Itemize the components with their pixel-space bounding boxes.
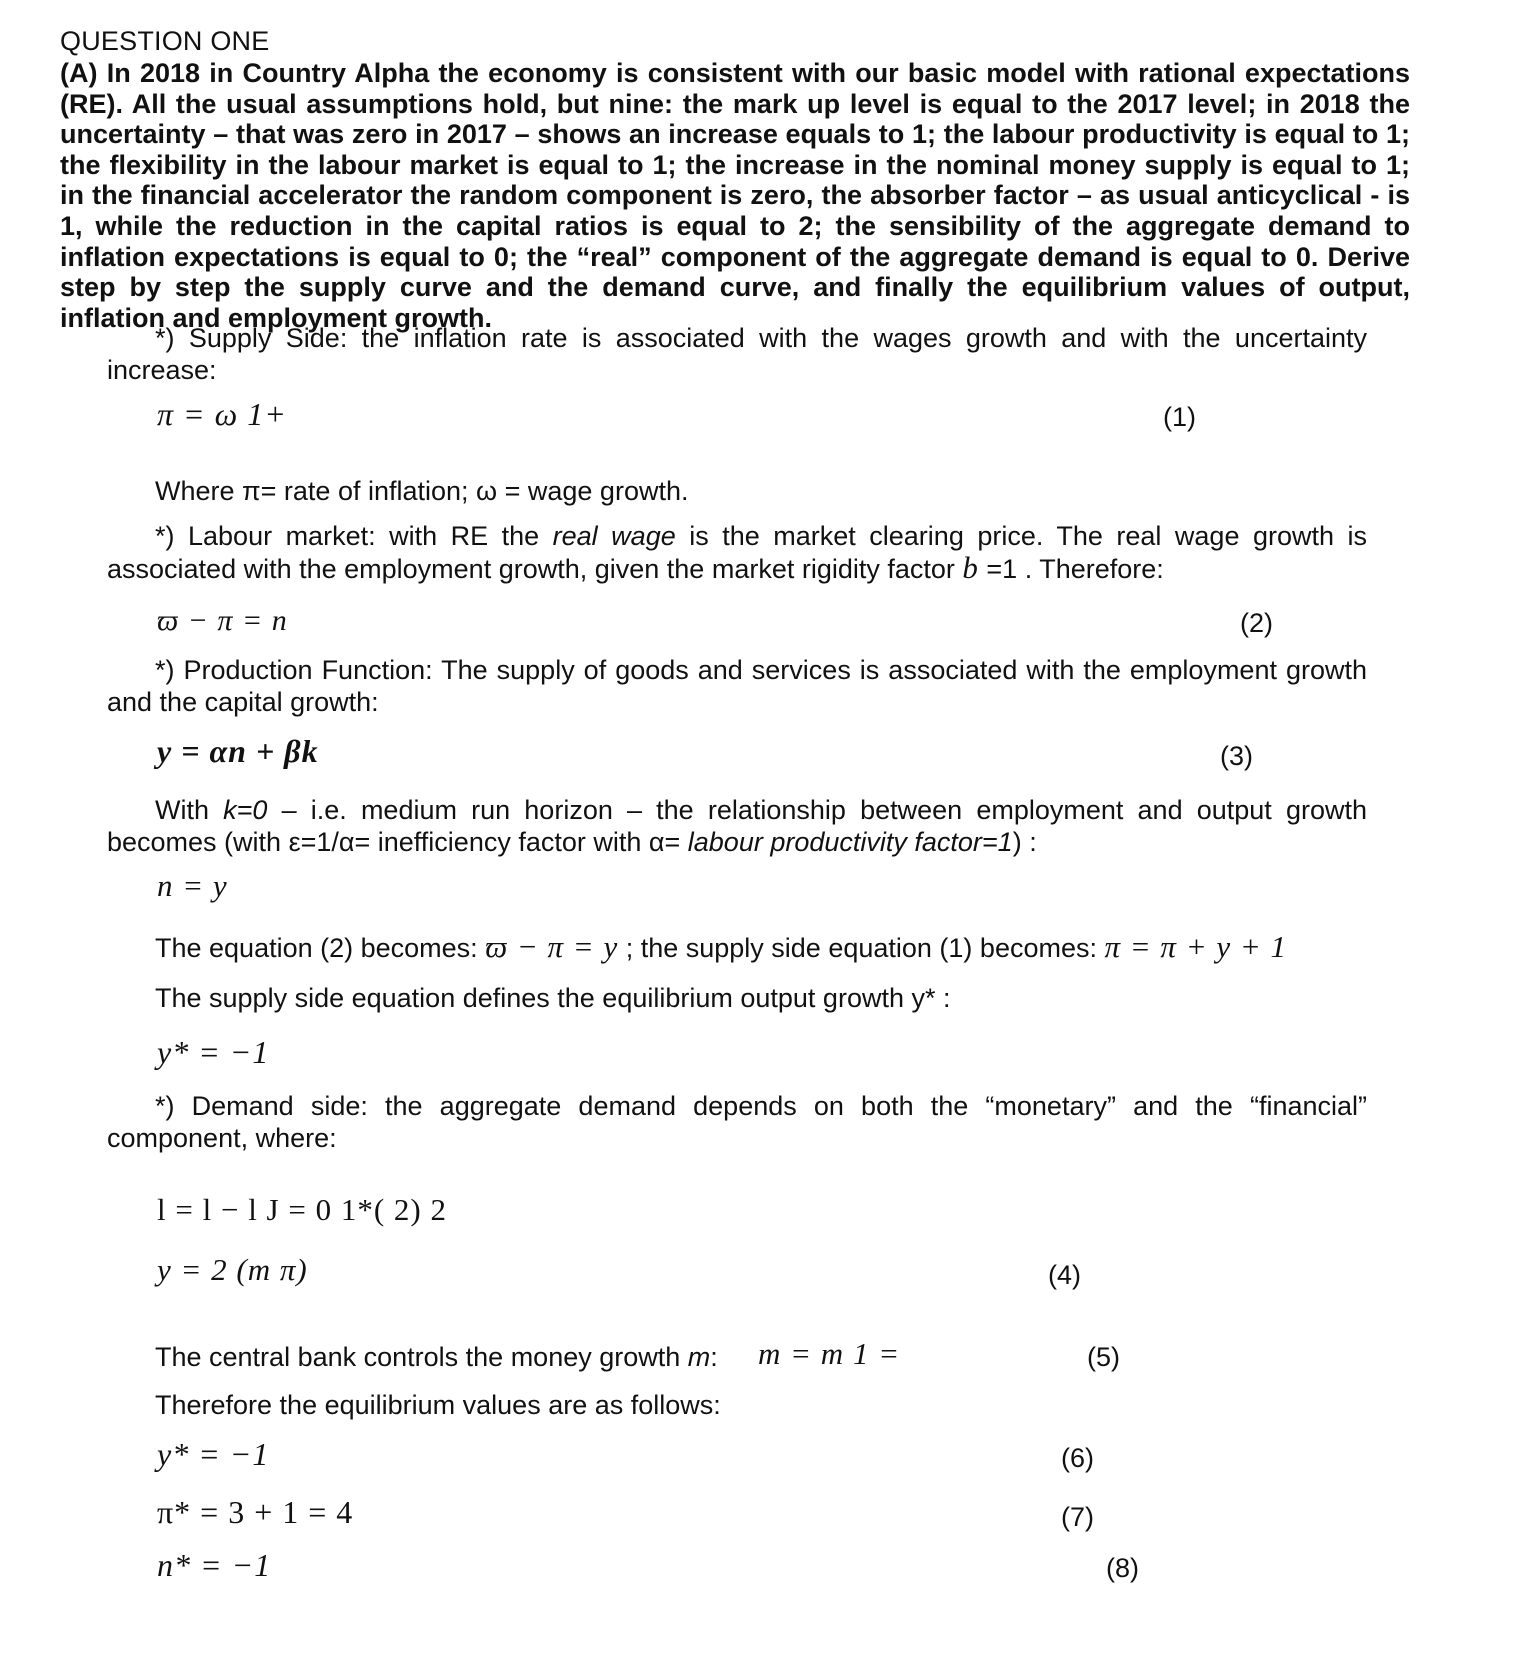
central-text-b: :	[710, 1342, 718, 1372]
equation-number-8: (8)	[1106, 1553, 1139, 1583]
becomes-text-b: ; the supply side equation (1) becomes:	[618, 933, 1105, 963]
equation-number-3: (3)	[1220, 741, 1253, 771]
labour-b-symbol: b	[962, 550, 979, 585]
medium-run-paragraph	[107, 794, 1367, 858]
supply-where-text: Where π= rate of inflation; ω = wage growth.	[155, 476, 689, 506]
equation-y-star-supply: y* = −1	[157, 1034, 270, 1070]
kzero-text-a: With	[155, 795, 224, 825]
question-title: QUESTION ONE	[60, 26, 270, 56]
equation-number-6: (6)	[1061, 1443, 1094, 1473]
kzero-text-b: – i.e. medium run horizon – the relationship between employment and output growth becomes (with ε=1/α= inefficiency factor with α=	[107, 795, 1367, 857]
equation-number-5: (5)	[1087, 1342, 1120, 1372]
labour-text-c: =1 . Therefore:	[978, 554, 1164, 584]
labour-text-b: is the market clearing price. The real wage growth is associated with the employment growth, given the market rigidity factor	[107, 521, 1367, 584]
equation-becomes-line	[155, 929, 1287, 965]
becomes-equation-a: ϖ − π = y	[485, 929, 619, 964]
central-bank-text	[155, 1342, 718, 1373]
kzero-k-value: k=0	[223, 795, 268, 825]
becomes-text-a: The equation (2) becomes:	[155, 933, 486, 963]
equation-n-equals-y: n = y	[157, 868, 228, 903]
equation-4: y = 2 (m π)	[157, 1252, 308, 1287]
equation-7: π* = 3 + 1 = 4	[157, 1494, 354, 1530]
equation-financial-component: l = l − l J = 0 1*( 2) 2	[157, 1192, 447, 1227]
equation-number-7: (7)	[1061, 1502, 1094, 1532]
kzero-productivity-factor: labour productivity factor=1	[687, 827, 1013, 857]
equation-number-2: (2)	[1240, 608, 1273, 638]
equation-5: m = m 1 =	[758, 1336, 901, 1371]
labour-real-wage: real wage	[552, 521, 676, 551]
question-statement: (A) In 2018 in Country Alpha the economy is consistent with our basic model with rational expectations (RE). All the usual assumptions hold, but nine: the mark up level is equal to the 2017 level; in 2018 the uncertainty – that was zero in 2017 – shows an increase equals to 1; the labour productivity is equal to 1; the flexibility in the labour market is equal to 1; the increase in the nominal money supply is equal to 1; in the financial accelerator the random component is zero, the absorber factor – as usual anticyclical - is 1, while the reduction in the capital ratios is equal to 2; the sensibility of the aggregate demand to inflation expectations is equal to 0; the “real” component of the aggregate demand is equal to 0. Derive step by step the supply curve and the demand curve, and finally the equilibrium values of output, inflation and employment growth.	[60, 58, 1410, 333]
demand-side-paragraph: *) Demand side: the aggregate demand depends on both the “monetary” and the “financial” component, where:	[107, 1091, 1367, 1153]
central-m-symbol: m	[687, 1342, 711, 1372]
becomes-equation-b: π = π + y + 1	[1104, 929, 1288, 964]
production-function-paragraph: *) Production Function: The supply of goods and services is associated with the employment growth and the capital growth:	[107, 655, 1367, 717]
equation-1: π = ω 1+	[157, 396, 287, 432]
equation-3: y = αn + βk	[157, 733, 319, 769]
central-text-a: The central bank controls the money growth	[155, 1342, 688, 1372]
labour-text-a: *) Labour market: with RE the	[155, 521, 553, 551]
supply-defines-text: The supply side equation defines the equilibrium output growth y* :	[155, 983, 951, 1013]
equilibrium-intro-text: Therefore the equilibrium values are as follows:	[155, 1390, 721, 1420]
supply-side-paragraph: *) Supply Side: the inflation rate is associated with the wages growth and with the uncertainty increase:	[107, 323, 1367, 385]
kzero-text-c: ) :	[1012, 827, 1037, 857]
labour-market-paragraph	[107, 520, 1367, 585]
equation-number-4: (4)	[1048, 1260, 1081, 1290]
equation-8: n* = −1	[157, 1547, 272, 1583]
equation-2: ϖ − π = n	[157, 604, 288, 637]
equation-number-1: (1)	[1163, 402, 1196, 432]
equation-6: y* = −1	[157, 1436, 270, 1472]
